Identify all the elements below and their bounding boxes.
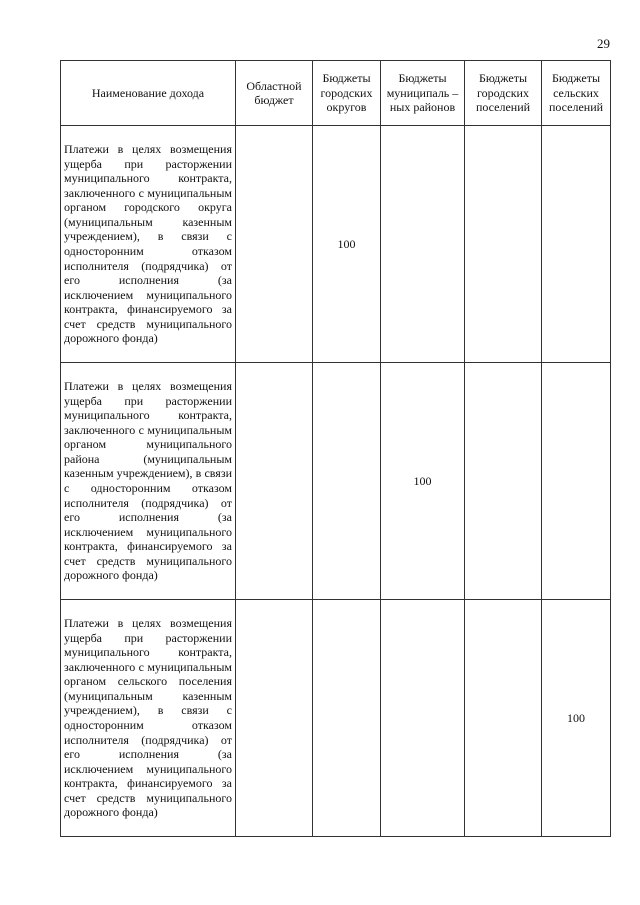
regional-share-cell [236,600,313,837]
header-urban-settlements: Бюджеты городских поселений [465,61,542,126]
header-income-name: Наименование дохода [61,61,236,126]
municipal-districts-share-cell [381,600,465,837]
rural-settlements-share-cell [542,363,611,600]
budget-distribution-table [60,60,611,837]
municipal-districts-share-cell: 100 [381,363,465,600]
table-row [61,600,611,837]
page-number: 29 [597,36,610,51]
urban-settlements-share-cell [465,363,542,600]
urban-districts-share-cell [313,363,381,600]
table-row [61,363,611,600]
regional-share-cell [236,126,313,363]
urban-settlements-share-cell [465,126,542,363]
urban-districts-share-cell [313,600,381,837]
header-municipal-districts: Бюджеты муниципаль –ных районов [381,61,465,126]
header-regional-budget: Областной бюджет [236,61,313,126]
header-rural-settlements: Бюджеты сельских поселений [542,61,611,126]
income-name-cell: Платежи в целях возмещения ущерба при расторжении муниципального контракта, заключенного с муниципальным органом муниципального района (муниципальным казенным учреждением), в связи с односторонним отказом исполнителя (подрядчика) от его исполнения (за исключением муниципального контракта, финансируемого за счет средств муниципального дорожного фонда) [61,363,236,600]
rural-settlements-share-cell: 100 [542,600,611,837]
urban-districts-share-cell: 100 [313,126,381,363]
income-name-cell: Платежи в целях возмещения ущерба при расторжении муниципального контракта, заключенного с муниципальным органом городского округа (муниципальным казенным учреждением), в связи с односторонним отказом исполнителя (подрядчика) от его исполнения (за исключением муниципального контракта, финансируемого за счет средств муниципального дорожного фонда) [61,126,236,363]
header-urban-districts: Бюджеты городских округов [313,61,381,126]
table-header-row [61,61,611,126]
regional-share-cell [236,363,313,600]
municipal-districts-share-cell [381,126,465,363]
table-row [61,126,611,363]
rural-settlements-share-cell [542,126,611,363]
urban-settlements-share-cell [465,600,542,837]
income-name-cell: Платежи в целях возмещения ущерба при расторжении муниципального контракта, заключенного с муниципальным органом сельского поселения (муниципальным казенным учреждением), в связи с односторонним отказом исполнителя (подрядчика) от его исполнения (за исключением муниципального контракта, финансируемого за счет средств муниципального дорожного фонда) [61,600,236,837]
